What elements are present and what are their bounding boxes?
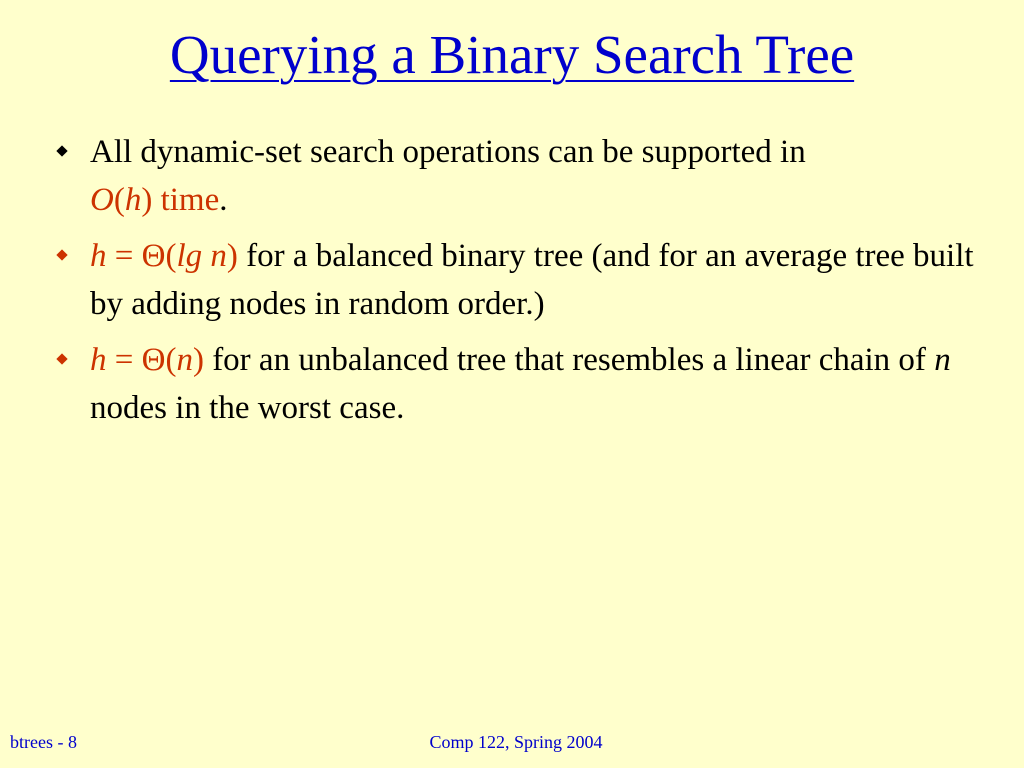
math-n: n (176, 342, 193, 378)
math-n-inline: n (934, 342, 951, 378)
math-close: ) (226, 238, 238, 274)
math-theta-open: = Θ( (106, 238, 177, 274)
bullet-text: for an unbalanced tree that resembles a linear chain of (203, 342, 935, 378)
math-paren-open: ( (113, 182, 125, 218)
slide-title: Querying a Binary Search Tree (169, 24, 855, 85)
math-theta-open: = Θ( (106, 342, 177, 378)
time-label: time (152, 182, 220, 218)
bullet-text: for a balanced binary tree (and for an average tree built by adding nodes in random order.) (90, 238, 974, 322)
math-n: n (210, 238, 227, 274)
bullet-item-balanced-tree (50, 232, 980, 328)
bullet-item-search-operations (50, 128, 980, 224)
math-paren-close: ) (141, 182, 153, 218)
math-h: h (90, 238, 107, 274)
footer-slide-number: btrees - 8 (10, 732, 77, 752)
diamond-bullet-icon (56, 249, 67, 260)
math-o: O (90, 182, 114, 218)
math-h: h (90, 342, 107, 378)
math-h: h (124, 182, 142, 218)
bullet-text-end: nodes in the worst case. (90, 390, 405, 426)
diamond-bullet-icon (56, 145, 67, 156)
diamond-bullet-icon (56, 353, 67, 364)
bullet-period: . (219, 182, 228, 218)
math-lg: lg (176, 238, 203, 274)
bullet-text: All dynamic-set search operations can be supported in (90, 134, 806, 170)
footer-course: Comp 122, Spring 2004 (429, 732, 603, 752)
bullet-list (50, 128, 980, 440)
math-close: ) (192, 342, 204, 378)
bullet-item-unbalanced-tree (50, 336, 980, 432)
